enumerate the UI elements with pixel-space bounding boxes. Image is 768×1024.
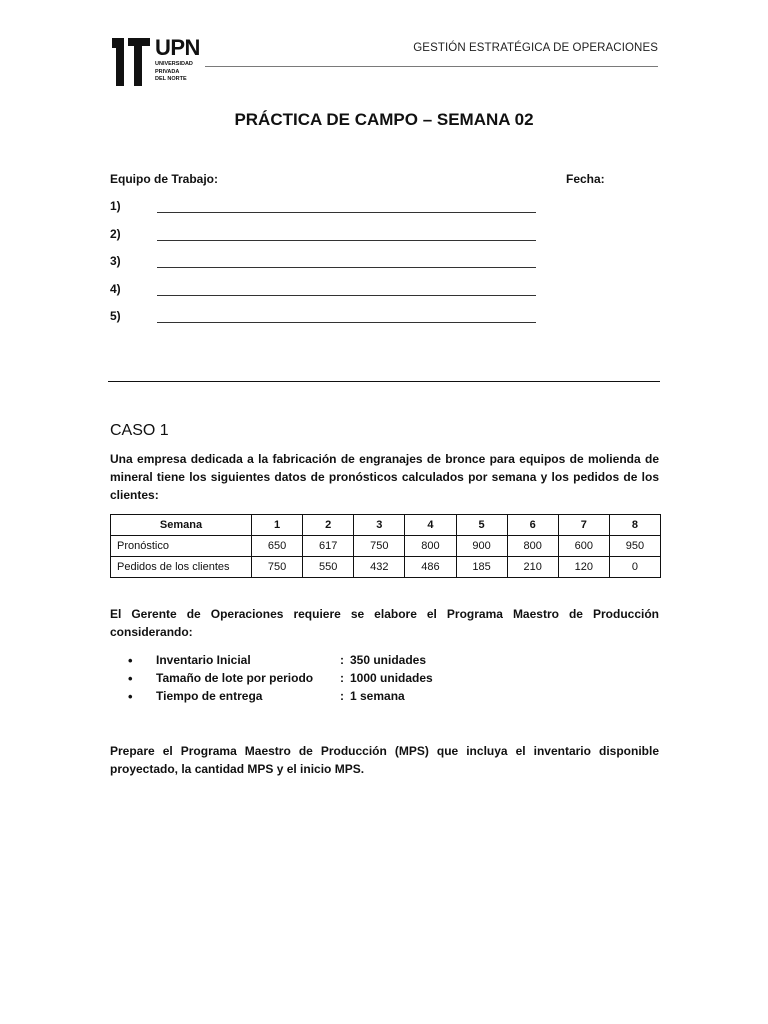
parameter-value: 350 unidades	[350, 653, 427, 667]
table-row-label: Pronóstico	[111, 536, 252, 557]
logo-subtitle: UNIVERSIDAD PRIVADA DEL NORTE	[155, 61, 193, 82]
case-intro: Una empresa dedicada a la fabricación de engranajes de bronce para equipos de molienda de mineral tiene los siguientes datos de pronósticos calculados por semana y los pedidos de los clientes:	[110, 452, 659, 502]
table-header-cell: Semana	[111, 515, 252, 536]
member-number: 5)	[110, 309, 121, 323]
table-cell: 210	[507, 557, 558, 578]
table-header-cell: 1	[252, 515, 303, 536]
table-cell: 185	[456, 557, 507, 578]
member-blank-line[interactable]	[157, 240, 536, 241]
list-item	[128, 669, 458, 687]
member-blank-line[interactable]	[157, 267, 536, 268]
parameter-value: 1000 unidades	[350, 671, 433, 685]
member-blank-line[interactable]	[157, 322, 536, 323]
parameter-value: 1 semana	[350, 689, 405, 703]
case-requirement: El Gerente de Operaciones requiere se elabore el Programa Maestro de Producción considerando:	[110, 607, 659, 639]
table-row-label: Pedidos de los clientes	[111, 557, 252, 578]
table-cell: 650	[252, 536, 303, 557]
table-cell: 950	[609, 536, 660, 557]
table-header-cell: 2	[303, 515, 354, 536]
table-header-cell: 4	[405, 515, 456, 536]
parameter-colon: :	[340, 689, 344, 703]
parameter-name: Tiempo de entrega	[156, 689, 263, 703]
table-header-cell: 8	[609, 515, 660, 536]
table-cell: 617	[303, 536, 354, 557]
member-blank-line[interactable]	[157, 212, 536, 213]
case-heading: CASO 1	[110, 422, 169, 439]
parameter-name: Inventario Inicial	[156, 653, 251, 667]
table-cell: 750	[354, 536, 405, 557]
table-header-cell: 6	[507, 515, 558, 536]
list-item	[128, 687, 458, 705]
member-number: 1)	[110, 199, 121, 213]
table-row	[111, 536, 661, 557]
table-row	[111, 557, 661, 578]
table-cell: 432	[354, 557, 405, 578]
member-number: 2)	[110, 227, 121, 241]
case-task: Prepare el Programa Maestro de Producción (MPS) que incluya el inventario disponible proyectado, la cantidad MPS y el inicio MPS.	[110, 744, 659, 776]
header-divider	[205, 66, 658, 67]
table-cell: 0	[609, 557, 660, 578]
table-cell: 120	[558, 557, 609, 578]
date-label: Fecha:	[566, 172, 605, 186]
table-cell: 600	[558, 536, 609, 557]
list-item	[128, 651, 458, 669]
table-cell: 750	[252, 557, 303, 578]
table-cell: 900	[456, 536, 507, 557]
table-header-cell: 5	[456, 515, 507, 536]
table-cell: 550	[303, 557, 354, 578]
bullet-icon: •	[128, 688, 133, 704]
course-name: GESTIÓN ESTRATÉGICA DE OPERACIONES	[413, 42, 658, 54]
table-cell: 486	[405, 557, 456, 578]
parameter-colon: :	[340, 653, 344, 667]
parameter-name: Tamaño de lote por periodo	[156, 671, 314, 685]
member-blank-line[interactable]	[157, 295, 536, 296]
parameter-list	[128, 651, 458, 705]
table-header-cell: 7	[558, 515, 609, 536]
member-number: 4)	[110, 282, 121, 296]
team-label: Equipo de Trabajo:	[110, 172, 219, 186]
table-cell: 800	[507, 536, 558, 557]
section-divider	[108, 381, 660, 382]
bullet-icon: •	[128, 670, 133, 686]
bullet-icon: •	[128, 652, 133, 668]
forecast-table	[110, 514, 661, 578]
parameter-colon: :	[340, 671, 344, 685]
table-header-row	[111, 515, 661, 536]
page-title: PRÁCTICA DE CAMPO – SEMANA 02	[234, 110, 534, 129]
member-number: 3)	[110, 254, 121, 268]
table-cell: 800	[405, 536, 456, 557]
table-header-cell: 3	[354, 515, 405, 536]
logo-text: UPN	[155, 35, 200, 60]
